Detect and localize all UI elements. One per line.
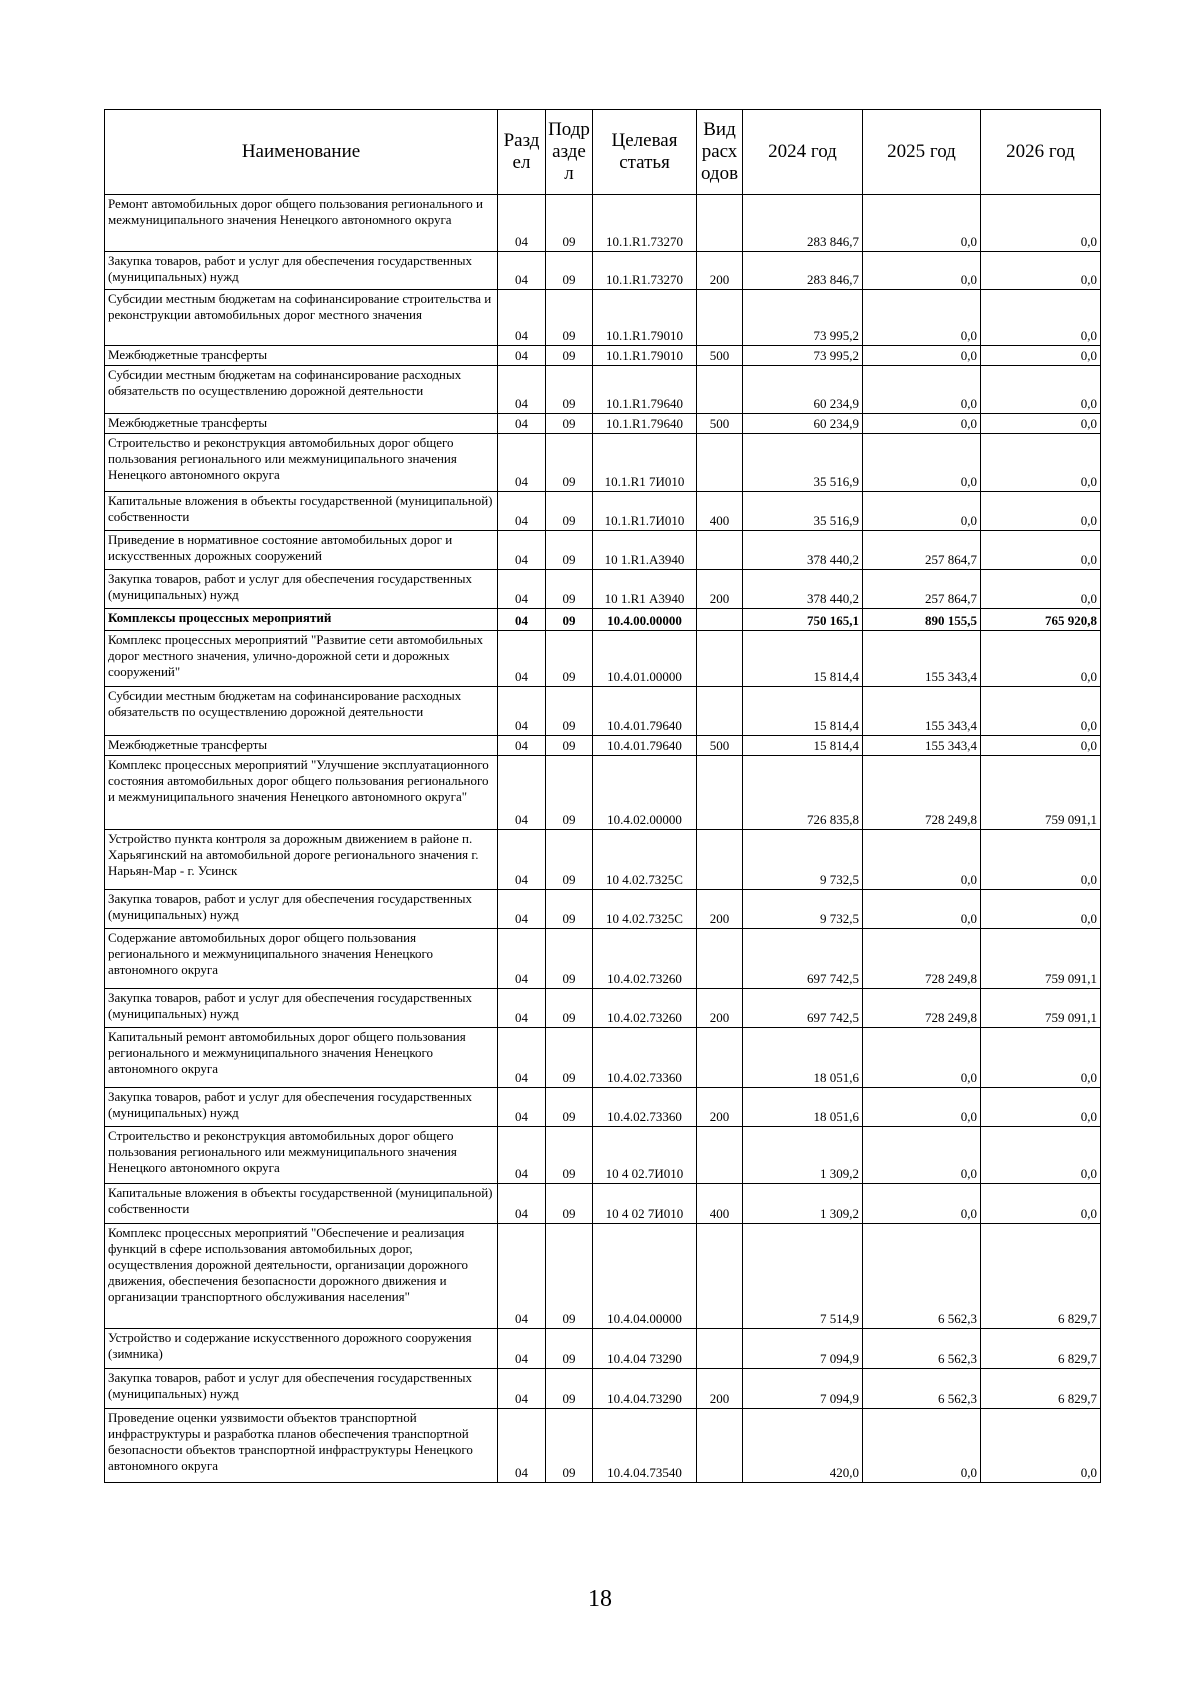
cell-2024: 1 309,2 <box>743 1184 863 1224</box>
cell-2025: 257 864,7 <box>863 570 981 609</box>
header-statya: Целевая статья <box>593 110 697 195</box>
cell-name: Ремонт автомобильных дорог общего пользования регионального и межмуниципального значения Ненецкого автономного округа <box>105 195 498 252</box>
cell-2026: 0,0 <box>981 1409 1101 1483</box>
table-row <box>105 989 1101 1028</box>
cell-podrazdel: 09 <box>546 1088 593 1127</box>
cell-2026: 0,0 <box>981 346 1101 366</box>
page-number: 18 <box>588 1586 612 1612</box>
budget-table-container <box>104 109 1100 1483</box>
cell-razdel: 04 <box>498 570 546 609</box>
table-row <box>105 609 1101 631</box>
cell-2025: 728 249,8 <box>863 929 981 989</box>
cell-razdel: 04 <box>498 1028 546 1088</box>
cell-2025: 0,0 <box>863 1409 981 1483</box>
cell-vid: 200 <box>697 890 743 929</box>
cell-2026: 0,0 <box>981 492 1101 531</box>
cell-vid <box>697 631 743 687</box>
cell-2026: 0,0 <box>981 631 1101 687</box>
cell-vid <box>697 756 743 830</box>
cell-2024: 378 440,2 <box>743 570 863 609</box>
cell-2024: 750 165,1 <box>743 609 863 631</box>
table-row <box>105 890 1101 929</box>
cell-podrazdel: 09 <box>546 1224 593 1329</box>
header-2024: 2024 год <box>743 110 863 195</box>
cell-vid <box>697 830 743 890</box>
cell-statya: 10.1.R1 7И010 <box>593 434 697 492</box>
cell-2024: 60 234,9 <box>743 414 863 434</box>
cell-2024: 378 440,2 <box>743 531 863 570</box>
cell-2024: 7 094,9 <box>743 1329 863 1369</box>
table-row <box>105 687 1101 736</box>
table-row <box>105 492 1101 531</box>
cell-name: Комплекс процессных мероприятий "Развитие сети автомобильных дорог местного значения, улично-дорожной сети и дорожных сооружений" <box>105 631 498 687</box>
cell-vid: 200 <box>697 1088 743 1127</box>
table-row <box>105 1369 1101 1409</box>
cell-podrazdel: 09 <box>546 989 593 1028</box>
header-podrazdel: Подр азде л <box>546 110 593 195</box>
cell-2026: 0,0 <box>981 1088 1101 1127</box>
cell-2025: 155 343,4 <box>863 631 981 687</box>
cell-2025: 728 249,8 <box>863 989 981 1028</box>
table-body <box>105 195 1101 1483</box>
cell-statya: 10 4 02.7И010 <box>593 1127 697 1184</box>
cell-2026: 765 920,8 <box>981 609 1101 631</box>
cell-podrazdel: 09 <box>546 929 593 989</box>
cell-2024: 283 846,7 <box>743 252 863 290</box>
cell-statya: 10 1.R1 А3940 <box>593 570 697 609</box>
cell-2025: 0,0 <box>863 1127 981 1184</box>
cell-podrazdel: 09 <box>546 434 593 492</box>
cell-name: Межбюджетные трансферты <box>105 736 498 756</box>
cell-vid: 200 <box>697 989 743 1028</box>
cell-name: Закупка товаров, работ и услуг для обеспечения государственных (муниципальных) нужд <box>105 890 498 929</box>
cell-razdel: 04 <box>498 687 546 736</box>
cell-name: Комплексы процессных мероприятий <box>105 609 498 631</box>
cell-name: Капитальный ремонт автомобильных дорог общего пользования регионального и межмуниципального значения Ненецкого автономного округа <box>105 1028 498 1088</box>
cell-podrazdel: 09 <box>546 414 593 434</box>
cell-statya: 10.4.02.73260 <box>593 929 697 989</box>
cell-2024: 73 995,2 <box>743 290 863 346</box>
cell-2025: 0,0 <box>863 346 981 366</box>
cell-2026: 759 091,1 <box>981 756 1101 830</box>
cell-statya: 10.4.04.00000 <box>593 1224 697 1329</box>
cell-2026: 759 091,1 <box>981 929 1101 989</box>
cell-razdel: 04 <box>498 366 546 414</box>
cell-statya: 10.4.02.00000 <box>593 756 697 830</box>
table-row <box>105 1329 1101 1369</box>
cell-vid <box>697 929 743 989</box>
table-row <box>105 290 1101 346</box>
cell-name: Субсидии местным бюджетам на софинансирование расходных обязательств по осуществлению дорожной деятельности <box>105 366 498 414</box>
cell-statya: 10 4.02.7325С <box>593 890 697 929</box>
cell-name: Приведение в нормативное состояние автомобильных дорог и искусственных дорожных сооружений <box>105 531 498 570</box>
cell-razdel: 04 <box>498 631 546 687</box>
cell-2026: 6 829,7 <box>981 1329 1101 1369</box>
cell-name: Комплекс процессных мероприятий "Обеспечение и реализация функций в сфере использования автомобильных дорог, осуществления дорожной деятельности, организации дорожного движения, обеспечения безопасности дорожного движения и организации транспортного обслуживания населения" <box>105 1224 498 1329</box>
cell-razdel: 04 <box>498 290 546 346</box>
cell-2025: 0,0 <box>863 434 981 492</box>
cell-statya: 10.4.02.73260 <box>593 989 697 1028</box>
cell-2024: 18 051,6 <box>743 1028 863 1088</box>
cell-2026: 0,0 <box>981 366 1101 414</box>
cell-razdel: 04 <box>498 1224 546 1329</box>
table-header-row <box>105 110 1101 195</box>
cell-razdel: 04 <box>498 252 546 290</box>
cell-statya: 10 1.R1.А3940 <box>593 531 697 570</box>
cell-vid: 400 <box>697 492 743 531</box>
cell-2025: 6 562,3 <box>863 1224 981 1329</box>
cell-2025: 728 249,8 <box>863 756 981 830</box>
cell-2025: 0,0 <box>863 195 981 252</box>
cell-2024: 35 516,9 <box>743 434 863 492</box>
table-row <box>105 1409 1101 1483</box>
cell-2026: 0,0 <box>981 434 1101 492</box>
cell-podrazdel: 09 <box>546 1184 593 1224</box>
cell-podrazdel: 09 <box>546 1409 593 1483</box>
cell-2025: 155 343,4 <box>863 736 981 756</box>
cell-podrazdel: 09 <box>546 252 593 290</box>
cell-2025: 6 562,3 <box>863 1369 981 1409</box>
cell-podrazdel: 09 <box>546 366 593 414</box>
cell-2024: 35 516,9 <box>743 492 863 531</box>
cell-statya: 10.1.R1.79010 <box>593 346 697 366</box>
cell-2026: 6 829,7 <box>981 1369 1101 1409</box>
cell-name: Содержание автомобильных дорог общего пользования регионального и межмуниципального значения Ненецкого автономного округа <box>105 929 498 989</box>
cell-podrazdel: 09 <box>546 1329 593 1369</box>
cell-2025: 0,0 <box>863 1088 981 1127</box>
cell-vid <box>697 1409 743 1483</box>
cell-2026: 759 091,1 <box>981 989 1101 1028</box>
header-2025: 2025 год <box>863 110 981 195</box>
cell-razdel: 04 <box>498 1127 546 1184</box>
table-row <box>105 434 1101 492</box>
cell-statya: 10.4.02.73360 <box>593 1088 697 1127</box>
cell-statya: 10.4.02.73360 <box>593 1028 697 1088</box>
cell-2026: 0,0 <box>981 570 1101 609</box>
cell-name: Закупка товаров, работ и услуг для обеспечения государственных (муниципальных) нужд <box>105 1088 498 1127</box>
cell-vid <box>697 366 743 414</box>
budget-table <box>104 109 1101 1483</box>
cell-razdel: 04 <box>498 989 546 1028</box>
cell-statya: 10.4.01.79640 <box>593 736 697 756</box>
cell-2026: 0,0 <box>981 414 1101 434</box>
cell-2026: 0,0 <box>981 1028 1101 1088</box>
table-row <box>105 366 1101 414</box>
cell-2026: 0,0 <box>981 195 1101 252</box>
cell-2024: 60 234,9 <box>743 366 863 414</box>
table-row <box>105 830 1101 890</box>
cell-statya: 10 4.02.7325С <box>593 830 697 890</box>
cell-razdel: 04 <box>498 492 546 531</box>
cell-2025: 0,0 <box>863 830 981 890</box>
cell-vid <box>697 1224 743 1329</box>
cell-podrazdel: 09 <box>546 830 593 890</box>
cell-2026: 0,0 <box>981 687 1101 736</box>
cell-vid: 200 <box>697 252 743 290</box>
cell-name: Комплекс процессных мероприятий "Улучшение эксплуатационного состояния автомобильных дорог общего пользования регионального и межмуниципального значения Ненецкого автономного округа" <box>105 756 498 830</box>
cell-razdel: 04 <box>498 1088 546 1127</box>
cell-podrazdel: 09 <box>546 1369 593 1409</box>
header-razdel: Разд ел <box>498 110 546 195</box>
cell-2025: 0,0 <box>863 252 981 290</box>
cell-podrazdel: 09 <box>546 609 593 631</box>
cell-2024: 697 742,5 <box>743 929 863 989</box>
cell-podrazdel: 09 <box>546 890 593 929</box>
cell-name: Капитальные вложения в объекты государственной (муниципальной) собственности <box>105 1184 498 1224</box>
cell-statya: 10 4 02 7И010 <box>593 1184 697 1224</box>
header-vid: Вид расх одов <box>697 110 743 195</box>
table-row <box>105 1224 1101 1329</box>
cell-podrazdel: 09 <box>546 570 593 609</box>
table-row <box>105 1028 1101 1088</box>
cell-name: Строительство и реконструкция автомобильных дорог общего пользования регионального или межмуниципального значения Ненецкого автономного округа <box>105 434 498 492</box>
cell-vid <box>697 1127 743 1184</box>
cell-razdel: 04 <box>498 1329 546 1369</box>
cell-statya: 10.4.04.73290 <box>593 1369 697 1409</box>
cell-razdel: 04 <box>498 1409 546 1483</box>
cell-2025: 0,0 <box>863 414 981 434</box>
cell-podrazdel: 09 <box>546 736 593 756</box>
cell-razdel: 04 <box>498 195 546 252</box>
cell-vid: 200 <box>697 570 743 609</box>
cell-razdel: 04 <box>498 736 546 756</box>
cell-statya: 10.1.R1.73270 <box>593 252 697 290</box>
cell-vid: 400 <box>697 1184 743 1224</box>
table-row <box>105 1127 1101 1184</box>
cell-2025: 0,0 <box>863 492 981 531</box>
cell-2024: 9 732,5 <box>743 830 863 890</box>
cell-name: Устройство пункта контроля за дорожным движением в районе п. Харьягинский на автомобильной дороге регионального значения г. Нарьян-Мар - г. Усинск <box>105 830 498 890</box>
cell-2024: 283 846,7 <box>743 195 863 252</box>
cell-name: Устройство и содержание искусственного дорожного сооружения (зимника) <box>105 1329 498 1369</box>
cell-2026: 0,0 <box>981 1184 1101 1224</box>
cell-2024: 18 051,6 <box>743 1088 863 1127</box>
cell-podrazdel: 09 <box>546 1028 593 1088</box>
cell-statya: 10.4.00.00000 <box>593 609 697 631</box>
cell-podrazdel: 09 <box>546 492 593 531</box>
cell-podrazdel: 09 <box>546 631 593 687</box>
cell-name: Проведение оценки уязвимости объектов транспортной инфраструктуры и разработка планов обеспечения транспортной безопасности объектов транспортной инфраструктуры Ненецкого автономного округа <box>105 1409 498 1483</box>
cell-razdel: 04 <box>498 890 546 929</box>
cell-2025: 0,0 <box>863 1028 981 1088</box>
header-name: Наименование <box>105 110 498 195</box>
cell-razdel: 04 <box>498 531 546 570</box>
table-row <box>105 346 1101 366</box>
cell-2024: 15 814,4 <box>743 687 863 736</box>
cell-statya: 10.1.R1.79010 <box>593 290 697 346</box>
cell-vid: 500 <box>697 346 743 366</box>
cell-razdel: 04 <box>498 609 546 631</box>
table-row <box>105 195 1101 252</box>
cell-name: Строительство и реконструкция автомобильных дорог общего пользования регионального или межмуниципального значения Ненецкого автономного округа <box>105 1127 498 1184</box>
cell-vid: 500 <box>697 736 743 756</box>
cell-name: Межбюджетные трансферты <box>105 346 498 366</box>
cell-razdel: 04 <box>498 414 546 434</box>
table-row <box>105 929 1101 989</box>
table-row <box>105 756 1101 830</box>
table-row <box>105 1184 1101 1224</box>
cell-statya: 10.1.R1.73270 <box>593 195 697 252</box>
cell-2024: 1 309,2 <box>743 1127 863 1184</box>
table-row <box>105 736 1101 756</box>
cell-2024: 420,0 <box>743 1409 863 1483</box>
cell-razdel: 04 <box>498 830 546 890</box>
cell-2025: 0,0 <box>863 1184 981 1224</box>
cell-statya: 10.4.01.79640 <box>593 687 697 736</box>
cell-name: Субсидии местным бюджетам на софинансирование расходных обязательств по осуществлению дорожной деятельности <box>105 687 498 736</box>
cell-2026: 0,0 <box>981 1127 1101 1184</box>
cell-2025: 0,0 <box>863 890 981 929</box>
cell-razdel: 04 <box>498 346 546 366</box>
cell-podrazdel: 09 <box>546 290 593 346</box>
cell-vid <box>697 1329 743 1369</box>
cell-2024: 726 835,8 <box>743 756 863 830</box>
cell-razdel: 04 <box>498 1184 546 1224</box>
cell-2024: 7 514,9 <box>743 1224 863 1329</box>
cell-2024: 697 742,5 <box>743 989 863 1028</box>
cell-name: Закупка товаров, работ и услуг для обеспечения государственных (муниципальных) нужд <box>105 252 498 290</box>
cell-statya: 10.1.R1.79640 <box>593 366 697 414</box>
cell-vid <box>697 195 743 252</box>
header-2026: 2026 год <box>981 110 1101 195</box>
cell-2026: 0,0 <box>981 531 1101 570</box>
cell-razdel: 04 <box>498 1369 546 1409</box>
cell-name: Капитальные вложения в объекты государственной (муниципальной) собственности <box>105 492 498 531</box>
cell-razdel: 04 <box>498 434 546 492</box>
cell-2026: 6 829,7 <box>981 1224 1101 1329</box>
cell-vid: 500 <box>697 414 743 434</box>
cell-statya: 10.1.R1.7И010 <box>593 492 697 531</box>
cell-podrazdel: 09 <box>546 195 593 252</box>
cell-2025: 0,0 <box>863 290 981 346</box>
cell-2024: 73 995,2 <box>743 346 863 366</box>
cell-podrazdel: 09 <box>546 531 593 570</box>
cell-name: Межбюджетные трансферты <box>105 414 498 434</box>
cell-2024: 7 094,9 <box>743 1369 863 1409</box>
cell-name: Закупка товаров, работ и услуг для обеспечения государственных (муниципальных) нужд <box>105 1369 498 1409</box>
cell-vid <box>697 531 743 570</box>
cell-2026: 0,0 <box>981 736 1101 756</box>
table-row <box>105 252 1101 290</box>
cell-razdel: 04 <box>498 756 546 830</box>
cell-statya: 10.1.R1.79640 <box>593 414 697 434</box>
cell-2025: 890 155,5 <box>863 609 981 631</box>
table-row <box>105 531 1101 570</box>
cell-name: Закупка товаров, работ и услуг для обеспечения государственных (муниципальных) нужд <box>105 570 498 609</box>
cell-vid: 200 <box>697 1369 743 1409</box>
table-row <box>105 1088 1101 1127</box>
cell-statya: 10.4.04 73290 <box>593 1329 697 1369</box>
table-row <box>105 414 1101 434</box>
cell-2026: 0,0 <box>981 290 1101 346</box>
cell-2026: 0,0 <box>981 830 1101 890</box>
cell-2024: 15 814,4 <box>743 736 863 756</box>
cell-podrazdel: 09 <box>546 687 593 736</box>
cell-name: Закупка товаров, работ и услуг для обеспечения государственных (муниципальных) нужд <box>105 989 498 1028</box>
cell-2025: 155 343,4 <box>863 687 981 736</box>
cell-vid <box>697 434 743 492</box>
cell-vid <box>697 687 743 736</box>
cell-vid <box>697 609 743 631</box>
cell-2025: 257 864,7 <box>863 531 981 570</box>
cell-statya: 10.4.01.00000 <box>593 631 697 687</box>
cell-2024: 15 814,4 <box>743 631 863 687</box>
cell-podrazdel: 09 <box>546 1127 593 1184</box>
cell-2026: 0,0 <box>981 890 1101 929</box>
cell-vid <box>697 1028 743 1088</box>
cell-vid <box>697 290 743 346</box>
cell-2024: 9 732,5 <box>743 890 863 929</box>
cell-podrazdel: 09 <box>546 756 593 830</box>
cell-statya: 10.4.04.73540 <box>593 1409 697 1483</box>
cell-razdel: 04 <box>498 929 546 989</box>
cell-podrazdel: 09 <box>546 346 593 366</box>
cell-2025: 6 562,3 <box>863 1329 981 1369</box>
table-row <box>105 631 1101 687</box>
cell-2026: 0,0 <box>981 252 1101 290</box>
table-row <box>105 570 1101 609</box>
cell-2025: 0,0 <box>863 366 981 414</box>
cell-name: Субсидии местным бюджетам на софинансирование строительства и реконструкции автомобильных дорог местного значения <box>105 290 498 346</box>
